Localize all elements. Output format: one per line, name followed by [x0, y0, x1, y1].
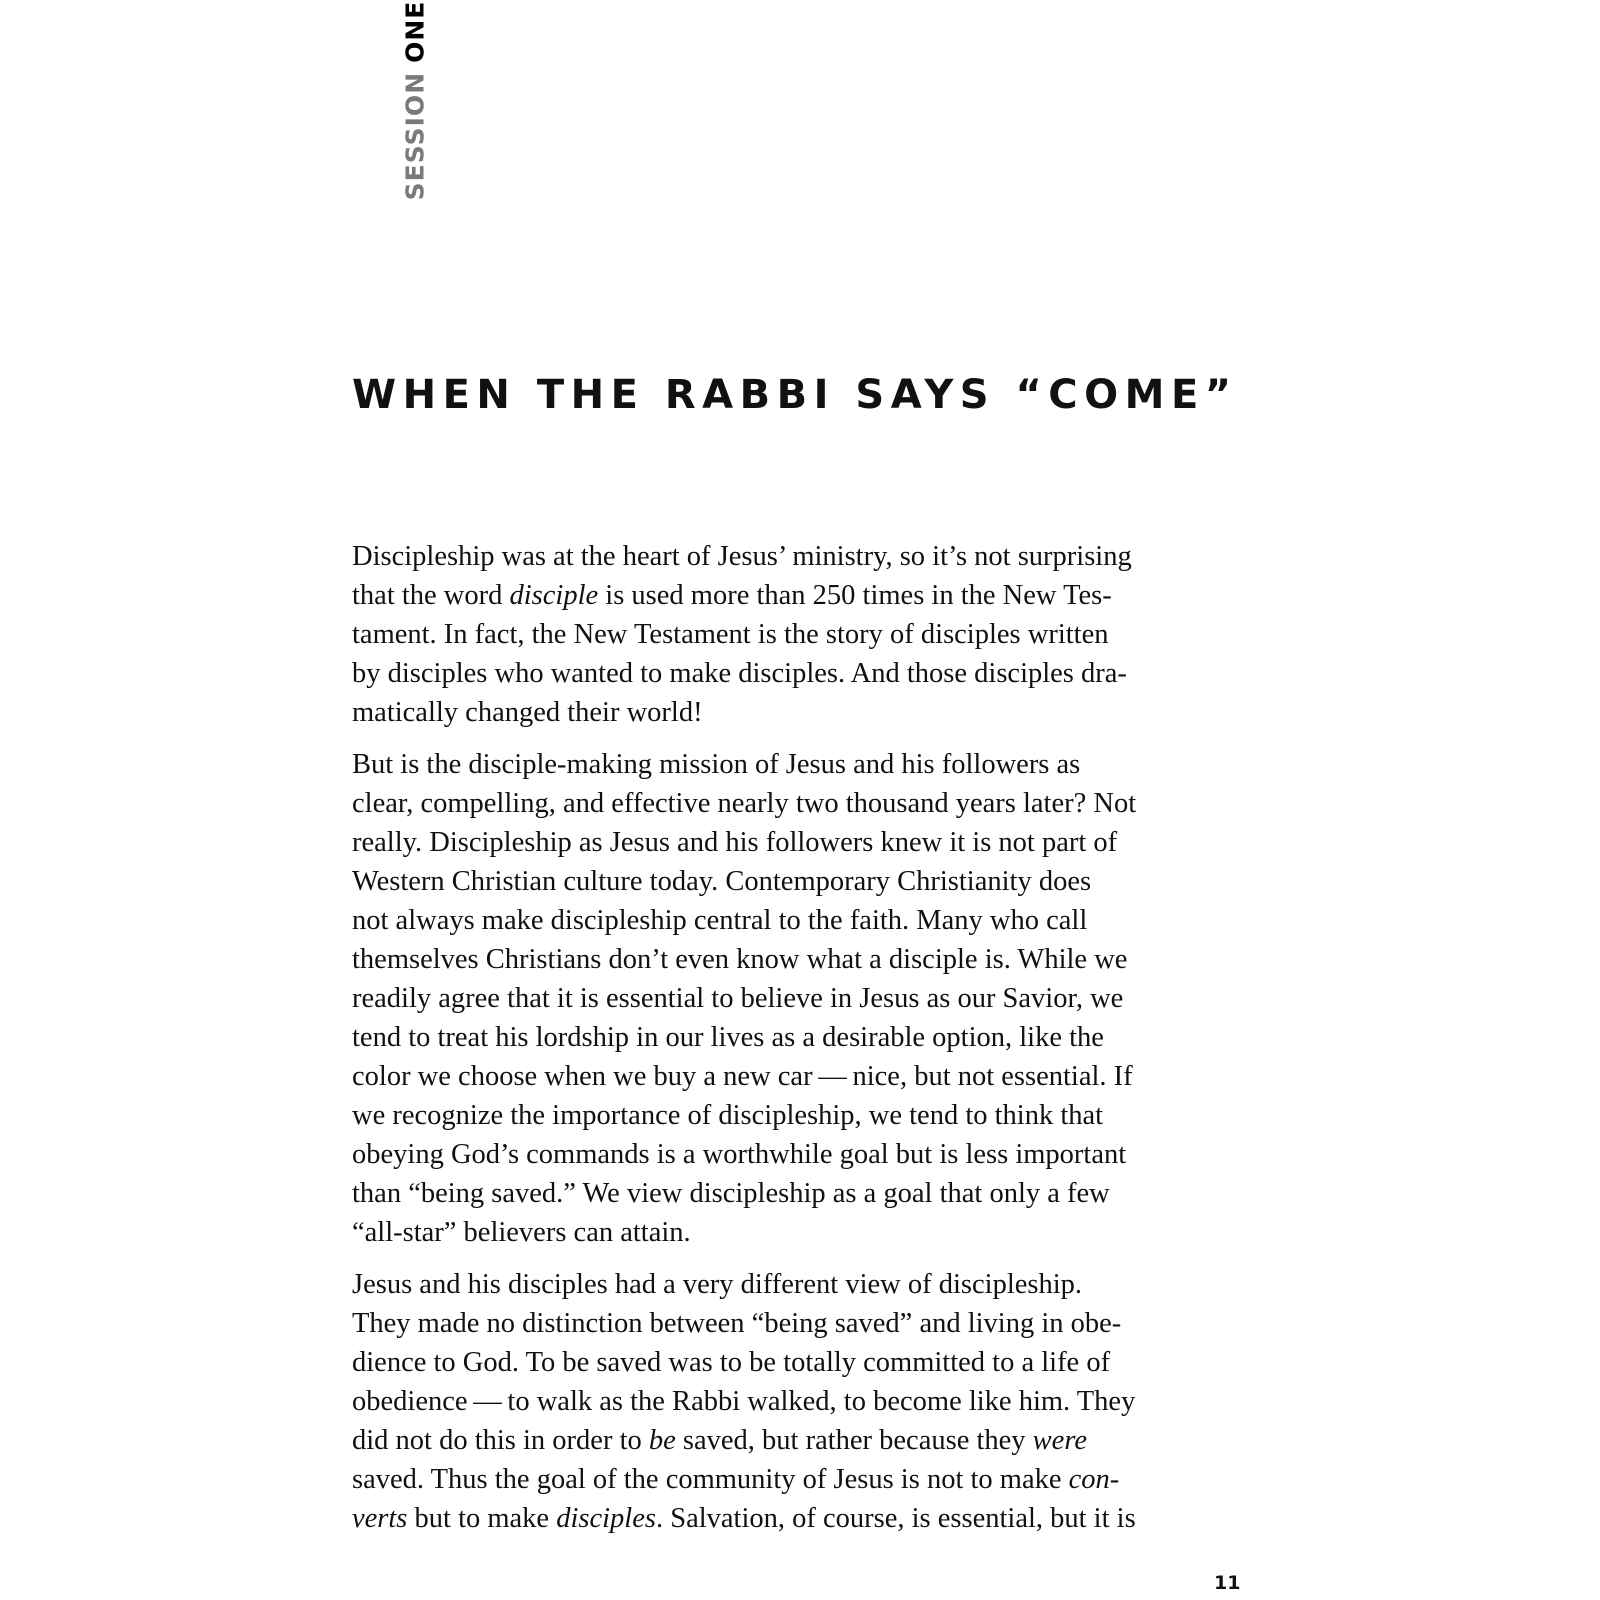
- session-word: SESSION: [400, 71, 430, 200]
- text-line: [352, 1343, 1252, 1382]
- italic-text: con-: [1068, 1464, 1120, 1495]
- text-line: [352, 1265, 1252, 1304]
- text-line: [352, 862, 1252, 901]
- text-segment: not always make discipleship central to the faith. Many who call: [352, 905, 1088, 936]
- text-line: [352, 1460, 1252, 1499]
- text-segment: color we choose when we buy a new car — nice, but not essential. If: [352, 1061, 1133, 1092]
- text-segment: Western Christian culture today. Contemporary Christianity does: [352, 866, 1092, 897]
- italic-text: disciples: [556, 1503, 656, 1534]
- text-segment: obeying God’s commands is a worthwhile goal but is less important: [352, 1139, 1127, 1170]
- text-segment: is used more than 250 times in the New Tes-: [598, 580, 1112, 611]
- text-segment: really. Discipleship as Jesus and his followers knew it is not part of: [352, 827, 1118, 858]
- text-segment: did not do this in order to: [352, 1425, 649, 1456]
- text-line: [352, 1018, 1252, 1057]
- body-text: [352, 537, 1252, 1551]
- text-line: [352, 1499, 1252, 1538]
- paragraph-2: [352, 745, 1252, 1252]
- text-segment: tend to treat his lordship in our lives as a desirable option, like the: [352, 1022, 1104, 1053]
- text-line: [352, 784, 1252, 823]
- paragraph-1: [352, 537, 1252, 732]
- text-segment: . Salvation, of course, is essential, but it is: [655, 1503, 1136, 1534]
- session-number: ONE: [400, 0, 430, 63]
- text-line: [352, 901, 1252, 940]
- paragraph-3: [352, 1265, 1252, 1538]
- text-line: [352, 576, 1252, 615]
- session-tab: [399, 0, 431, 200]
- text-segment: by disciples who wanted to make disciples. And those disciples dra-: [352, 658, 1127, 689]
- italic-text: verts: [352, 1503, 408, 1534]
- text-segment: obedience — to walk as the Rabbi walked, to become like him. They: [352, 1386, 1136, 1417]
- text-line: [352, 615, 1252, 654]
- chapter-title: WHEN THE RABBI SAYS “COME”: [352, 372, 1238, 418]
- text-segment: themselves Christians don’t even know what a disciple is. While we: [352, 944, 1128, 975]
- text-line: [352, 654, 1252, 693]
- text-line: [352, 979, 1252, 1018]
- text-segment: dience to God. To be saved was to be totally committed to a life of: [352, 1347, 1111, 1378]
- page-number: 11: [1214, 1572, 1241, 1594]
- text-segment: But is the disciple-making mission of Jesus and his followers as: [352, 749, 1081, 780]
- text-line: [352, 693, 1252, 732]
- text-line: [352, 823, 1252, 862]
- text-segment: that the word: [352, 580, 510, 611]
- text-segment: saved, but rather because they: [675, 1425, 1033, 1456]
- text-segment: “all-star” believers can attain.: [352, 1217, 691, 1248]
- text-segment: but to make: [407, 1503, 557, 1534]
- text-line: [352, 1421, 1252, 1460]
- text-segment: They made no distinction between “being saved” and living in obe-: [352, 1308, 1122, 1339]
- text-line: [352, 940, 1252, 979]
- text-line: [352, 1174, 1252, 1213]
- session-label: [401, 0, 430, 200]
- text-line: [352, 1057, 1252, 1096]
- text-segment: readily agree that it is essential to believe in Jesus as our Savior, we: [352, 983, 1124, 1014]
- text-line: [352, 745, 1252, 784]
- italic-text: were: [1032, 1425, 1087, 1456]
- italic-text: disciple: [509, 580, 599, 611]
- text-line: [352, 1382, 1252, 1421]
- italic-text: be: [648, 1425, 676, 1456]
- text-segment: matically changed their world!: [352, 697, 703, 728]
- text-line: [352, 1096, 1252, 1135]
- text-segment: Discipleship was at the heart of Jesus’ ministry, so it’s not surprising: [352, 541, 1132, 572]
- text-segment: than “being saved.” We view discipleship as a goal that only a few: [352, 1178, 1110, 1209]
- text-segment: clear, compelling, and effective nearly two thousand years later? Not: [352, 788, 1137, 819]
- text-line: [352, 1213, 1252, 1252]
- text-segment: saved. Thus the goal of the community of Jesus is not to make: [352, 1464, 1069, 1495]
- text-segment: Jesus and his disciples had a very different view of discipleship.: [352, 1269, 1083, 1300]
- text-line: [352, 1135, 1252, 1174]
- text-line: [352, 1304, 1252, 1343]
- text-line: [352, 537, 1252, 576]
- text-segment: tament. In fact, the New Testament is the story of disciples written: [352, 619, 1109, 650]
- text-segment: we recognize the importance of discipleship, we tend to think that: [352, 1100, 1104, 1131]
